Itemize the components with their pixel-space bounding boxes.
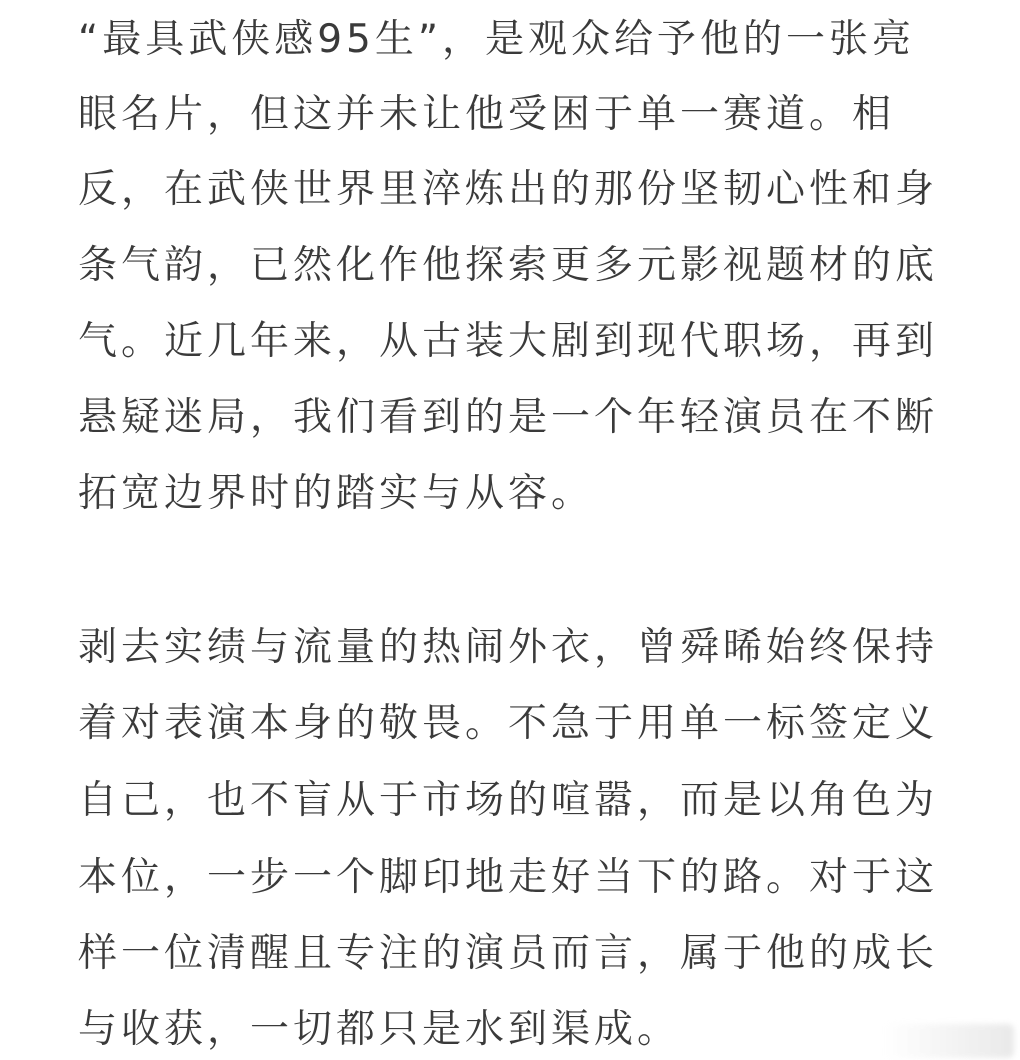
text-line: 条气韵，已然化作他探索更多元影视题材的底 [78, 243, 939, 288]
text-line: “最具武侠感95生”，是观众给予他的一张亮 [78, 17, 916, 62]
text-line: 样一位清醒且专注的演员而言，属于他的成长 [78, 931, 939, 976]
text-line: 眼名片，但这并未让他受困于单一赛道。相 [78, 92, 896, 137]
text-line: 本位，一步一个脚印地走好当下的路。对于这 [78, 855, 939, 900]
text-line: 自己，也不盲从于市场的喧嚣，而是以角色为 [78, 778, 939, 823]
text-line: 剥去实绩与流量的热闹外衣，曾舜晞始终保持 [78, 625, 939, 670]
text-line: 气。近几年来，从古装大剧到现代职场，再到 [78, 319, 939, 364]
watermark [884, 1024, 1014, 1058]
text-line: 拓宽边界时的踏实与从容。 [78, 471, 595, 516]
text-line: 着对表演本身的敬畏。不急于用单一标签定义 [78, 701, 939, 746]
text-line: 悬疑迷局，我们看到的是一个年轻演员在不断 [78, 395, 939, 440]
text-line: 反，在武侠世界里淬炼出的那份坚韧心性和身 [78, 167, 939, 212]
text-line: 与收获，一切都只是水到渠成。 [78, 1007, 681, 1052]
